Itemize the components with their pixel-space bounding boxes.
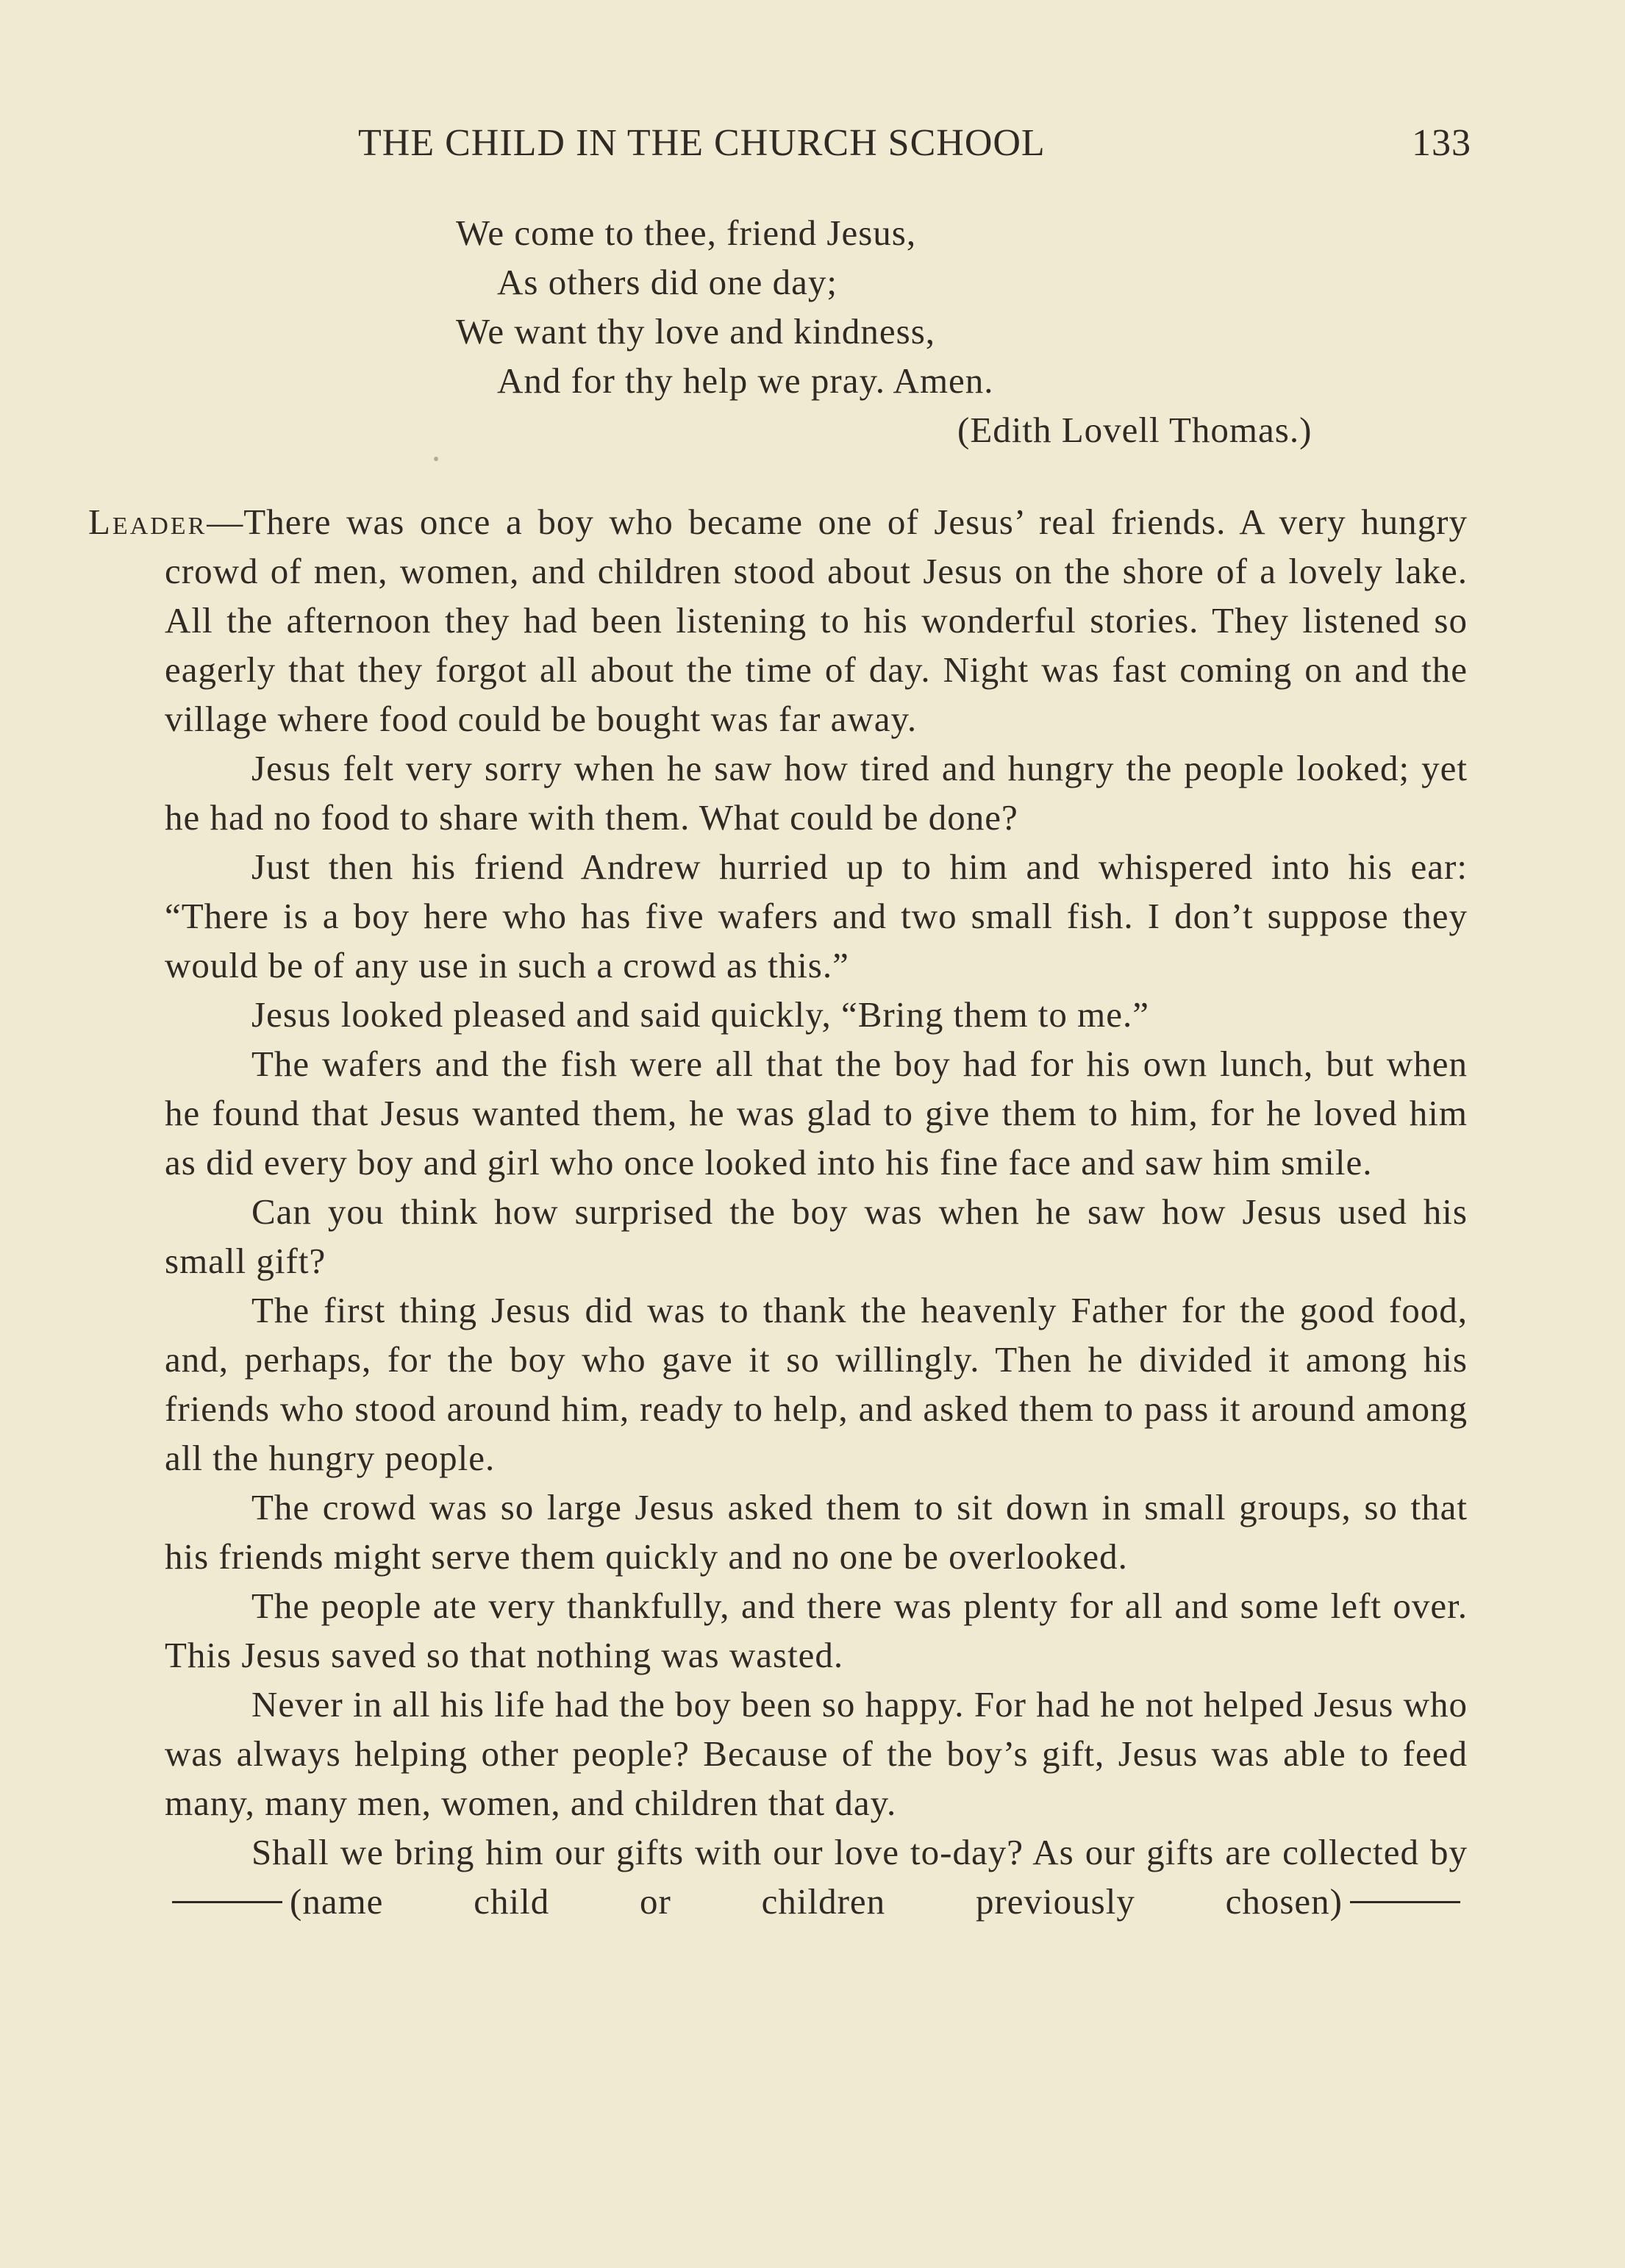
story-paragraph-9: The people ate very thankfully, and there was plenty for all and some left over. This Jesus saved so that nothing was wasted.: [165, 1586, 1468, 1675]
poem-line-1: We come to thee, friend Jesus,: [456, 213, 917, 253]
print-speck: [434, 457, 438, 461]
page-number: 133: [1412, 122, 1471, 164]
final-paragraph-middle: (name child or children previously chosen): [290, 1881, 1343, 1922]
blank-line-1: [172, 1901, 282, 1903]
story-paragraph-10: Never in all his life had the boy been so happy. For had he not helped Jesus who was always helping other people? Because of the boy’s gift, Jesus was able to feed many, many men, women, and children that day.: [165, 1684, 1468, 1823]
story-paragraph-4: Jesus looked pleased and said quickly, “Bring them to me.”: [251, 994, 1150, 1035]
running-head: [358, 119, 1471, 168]
story-paragraph-2: Jesus felt very sorry when he saw how tired and hungry the people looked; yet he had no food to share with them. What could be done?: [165, 748, 1468, 838]
story-paragraph-7: The first thing Jesus did was to thank the heavenly Father for the good food, and, perhaps, for the boy who gave it so willingly. Then he divided it among his friends who stood around him, ready to help, and asked them to pass it around among all the hungry people.: [165, 1290, 1468, 1478]
speaker-label: Leader: [88, 502, 207, 542]
story-paragraph-8: The crowd was so large Jesus asked them to sit down in small groups, so that his friends might serve them quickly and no one be overlooked.: [165, 1487, 1468, 1577]
story-paragraph-5: The wafers and the fish were all that the boy had for his own lunch, but when he found that Jesus wanted them, he was glad to give them to him, for he loved him as did every boy and girl who once looked into his fine face and saw him smile.: [165, 1044, 1468, 1183]
story-text: [88, 497, 1468, 1926]
prayer-poem: [456, 208, 1412, 454]
story-paragraph-3: Just then his friend Andrew hurried up to him and whispered into his ear: “There is a boy here who has five wafers and two small fish. I don’t suppose they would be of any use in such a crowd as this.”: [165, 846, 1468, 985]
story-paragraph-1-text: —There was once a boy who became one of Jesus’ real friends. A very hungry crowd of men, women, and children stood about Jesus on the shore of a lovely lake. All the afternoon they had been listening to his wonderful stories. They listened so eagerly that they forgot all about the time of day. Night was fast coming on and the village where food could be bought was far away.: [165, 502, 1468, 739]
poem-line-3: We want thy love and kindness,: [456, 311, 936, 352]
final-paragraph-start: Shall we bring him our gifts with our love to-day? As our gifts are collected by: [251, 1832, 1468, 1872]
story-paragraph-11: [88, 1827, 1468, 1926]
running-title: THE CHILD IN THE CHURCH SCHOOL: [358, 122, 1046, 164]
poem-attribution: (Edith Lovell Thomas.): [957, 410, 1312, 450]
blank-line-2: [1350, 1901, 1460, 1903]
poem-line-2: As others did one day;: [497, 262, 838, 302]
story-paragraph-1: [88, 497, 1468, 743]
story-paragraph-6: Can you think how surprised the boy was when he saw how Jesus used his small gift?: [165, 1191, 1468, 1281]
poem-line-4: And for thy help we pray. Amen.: [497, 360, 994, 401]
